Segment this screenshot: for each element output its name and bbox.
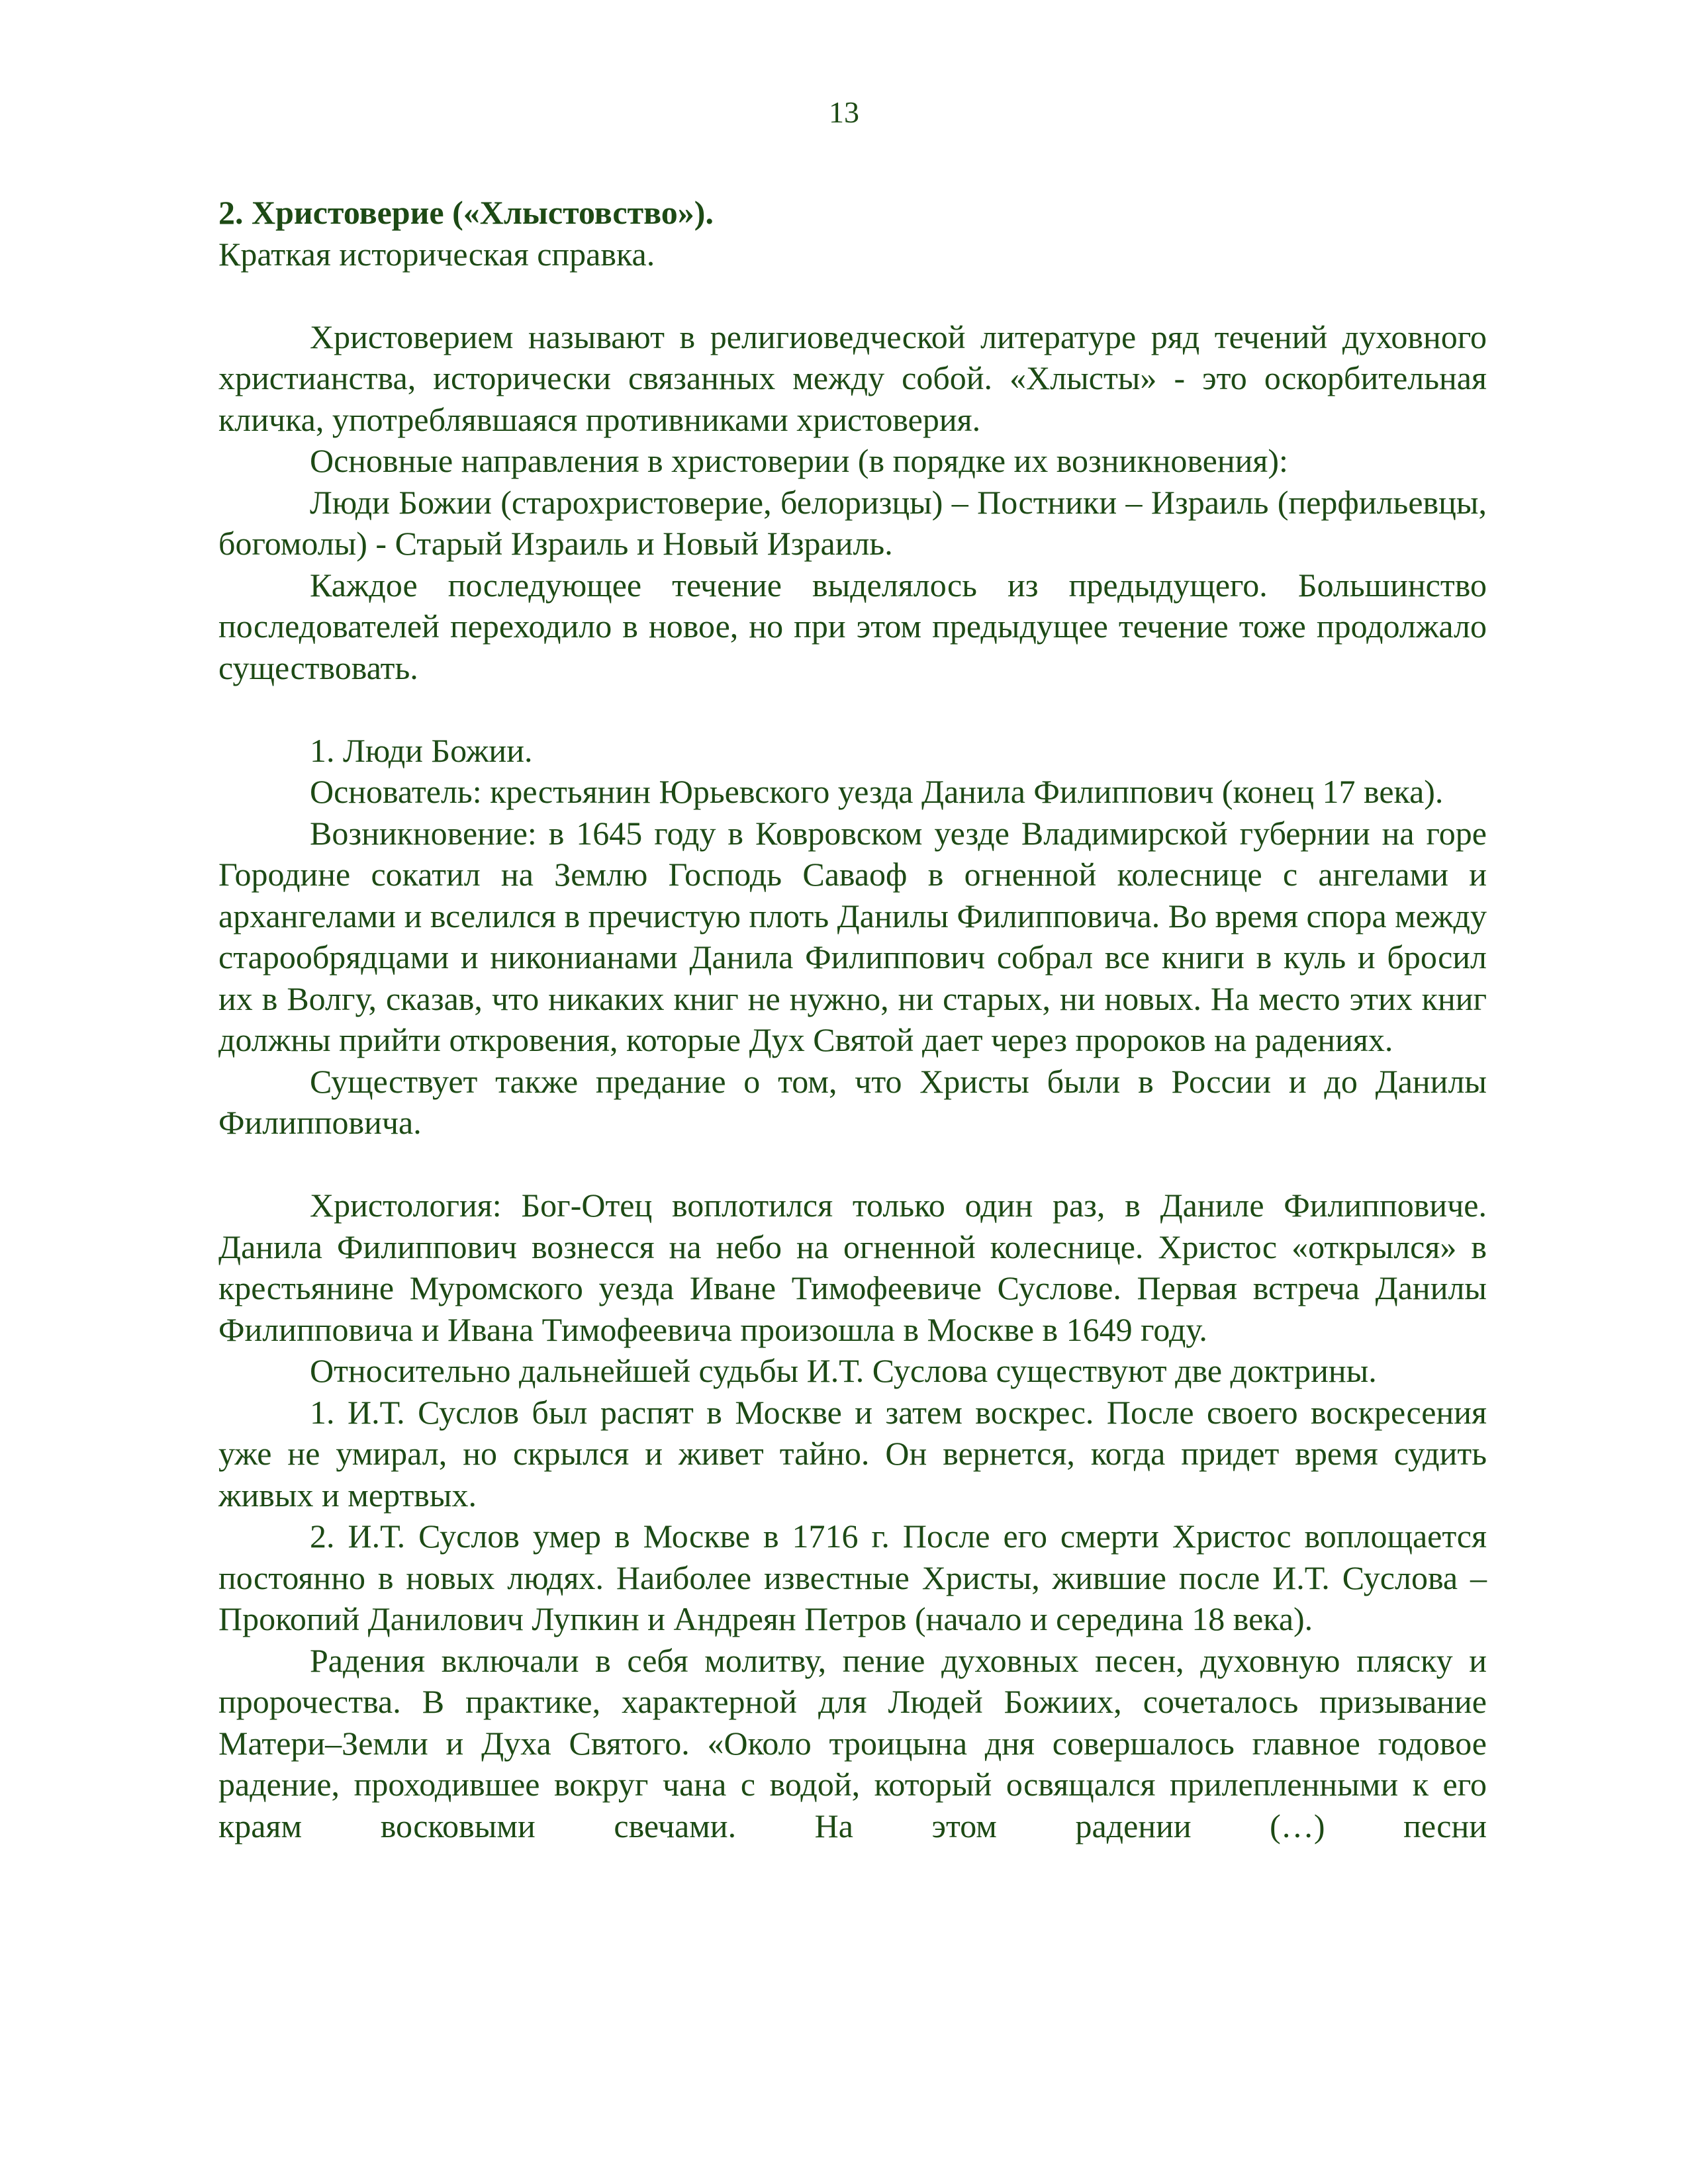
paragraph-origin: Возникновение: в 1645 году в Ковровском уезде Владимирской губернии на горе Городине сокатил на Землю Господь Саваоф в огненной колеснице с ангелами и архангелами и вселился в пречистую плоть Данилы Филипповича. Во время спора между старообрядцами и никонианами Данила Филиппович собрал все книги в куль и бросил их в Волгу, сказав, что никаких книг не нужно, ни старых, ни новых. На место этих книг должны прийти откровения, которые Дух Святой дает через пророков на радениях. bbox=[218, 814, 1487, 1058]
paragraph-definition: Христоверием называют в религиоведческой литературе ряд течений духовного христианства, исторически связанных между собой. «Хлысты» - это оскорбительная кличка, употреблявшаяся противниками христоверия. bbox=[218, 318, 1487, 438]
blank-line bbox=[218, 1144, 1487, 1185]
page-number: 13 bbox=[829, 95, 859, 129]
blank-line bbox=[218, 688, 1487, 730]
paragraph-radeniya: Радения включали в себя молитву, пение духовных песен, духовную пляску и пророчества. В практике, характерной для Людей Божиих, сочеталось призывание Матери–Земли и Духа Святого. «Около троицына дня совершалось главное годовое радение, проходившее вокруг чана с водой, который освящался прилепленными к его краям восковыми свечами. На этом радении (…) песни bbox=[218, 1641, 1487, 1844]
paragraph-christology: Христология: Бог-Отец воплотился только один раз, в Даниле Филипповиче. Данила Филиппович вознесся на небо на огненной колеснице. Христос «открылся» в крестьянине Муромского уезда Иване Тимофеевиче Суслове. Первая встреча Данилы Филипповича и Ивана Тимофеевича произошла в Москве в 1649 году. bbox=[218, 1187, 1487, 1348]
paragraph-people-of-god-title: 1. Люди Божии. bbox=[310, 731, 533, 769]
paragraph-legend: Существует также предание о том, что Христы были в России и до Данилы Филипповича. bbox=[218, 1062, 1487, 1141]
document-body bbox=[218, 192, 1487, 1846]
paragraph-directions-intro: Основные направления в христоверии (в порядке их возникновения): bbox=[310, 442, 1288, 479]
paragraph-two-doctrines: Относительно дальнейшей судьбы И.Т. Суслова существуют две доктрины. bbox=[310, 1352, 1377, 1389]
paragraph-doctrine-two: 2. И.Т. Суслов умер в Москве в 1716 г. После его смерти Христос воплощается постоянно в новых людях. Наиболее известные Христы, жившие после И.Т. Суслова – Прокопий Данилович Лупкин и Андреян Петров (начало и середина 18 века). bbox=[218, 1518, 1487, 1637]
section-subheading: Краткая историческая справка. bbox=[218, 235, 655, 273]
paragraph-doctrine-one: 1. И.Т. Суслов был распят в Москве и затем воскрес. После своего воскресения уже не умирал, но скрылся и живет тайно. Он вернется, когда придет время судить живых и мертвых. bbox=[218, 1393, 1487, 1514]
paragraph-founder: Основатель: крестьянин Юрьевского уезда Данила Филиппович (конец 17 века). bbox=[310, 773, 1444, 810]
paragraph-succession: Каждое последующее течение выделялось из предыдущего. Большинство последователей переходило в новое, но при этом предыдущее течение тоже продолжало существовать. bbox=[218, 566, 1487, 686]
paragraph-directions-list: Люди Божии (старохристоверие, белоризцы) – Постники – Израиль (перфильевцы, богомолы) - Старый Израиль и Новый Израиль. bbox=[218, 483, 1487, 562]
section-heading: 2. Христоверие («Хлыстовство»). bbox=[218, 194, 714, 231]
blank-line bbox=[218, 275, 1487, 316]
